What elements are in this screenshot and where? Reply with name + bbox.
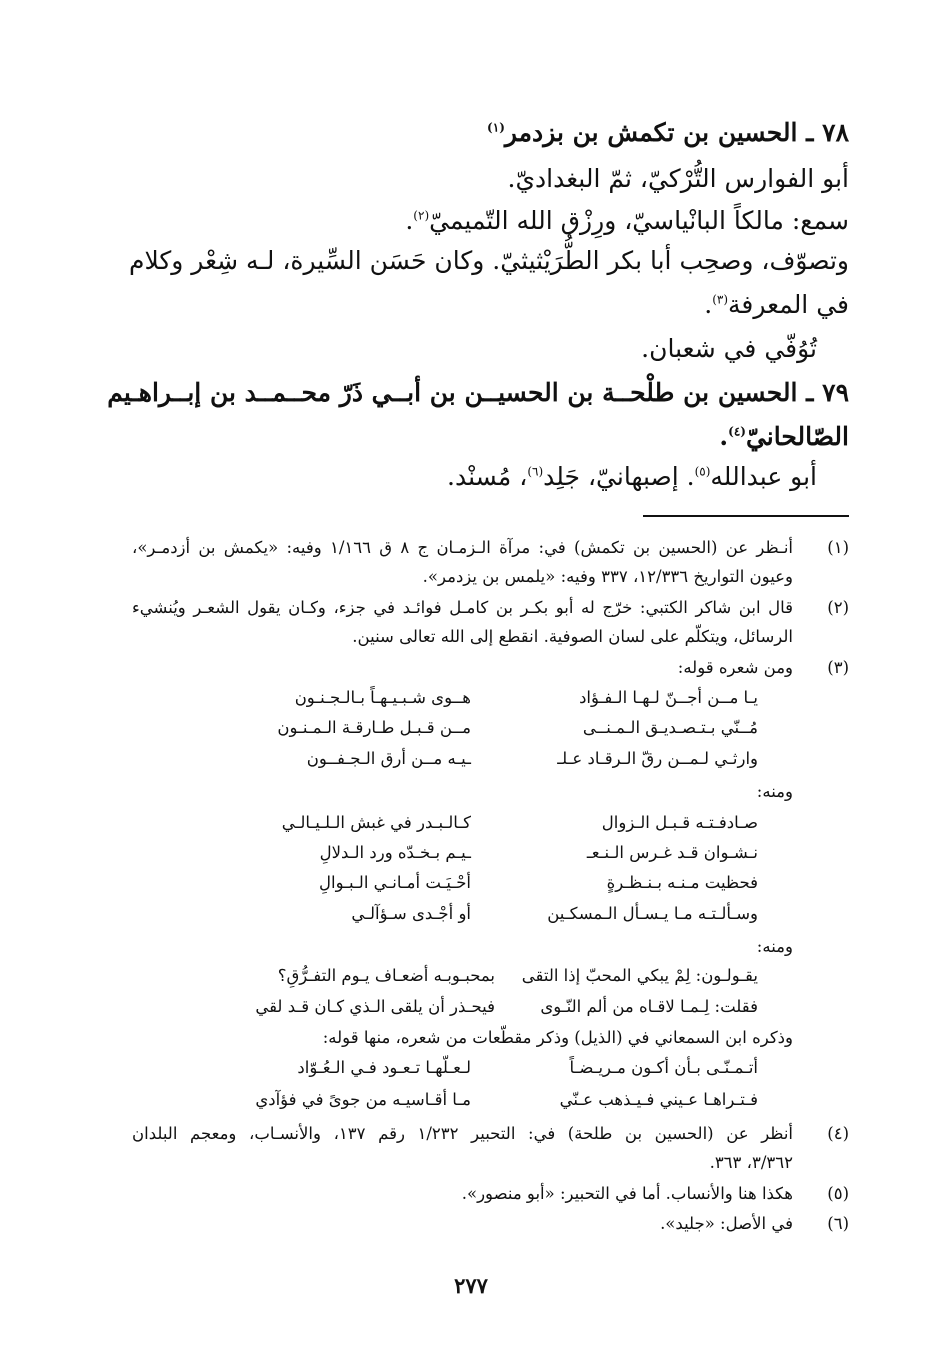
poem-2-verse-2-right: نـشـوان قـد غـرس الـنـعـ (586, 843, 758, 862)
poem-2-verse-3-left: أحْـيَـت أمـانـي الـبـوالِ (319, 873, 471, 892)
footnote-1-number: (١) (827, 538, 849, 557)
poem-3-verse-1-right: يقـولـون: لِمْ يبكي المحبّ إذا التقى (521, 966, 758, 985)
footnote-5-text: هكذا هنا والأنساب. أما في التحبير: «أبو منصور». (461, 1184, 793, 1203)
footnote-5-number: (٥) (827, 1184, 849, 1203)
footnote-2-line-2: الرسائل، ويتكلّم على لسان الصوفية. انقطع إلى الله تعالى سنين. (352, 627, 793, 646)
poem-2-intro: ومنه: (756, 782, 793, 801)
poem-4-verse-2-left: مـا أقـاسيـه من جوىً في فؤآدي (255, 1090, 471, 1109)
footnote-4-number: (٤) (827, 1124, 849, 1143)
poem-2-verse-2-left: ـيـم بـخـدّه ورد الـدلالِ (319, 843, 471, 862)
entry-79-line-1-end: ، مُسنْد. (447, 462, 528, 491)
poem-2-verse-1-left: كـالـبـدر في غبش الـلـيـالـي (281, 813, 471, 832)
entry-78-title: ٧٨ ـ الحسين بن تكمش بن بزدمر (504, 118, 849, 147)
page-number: ٢٧٧ (454, 1273, 488, 1298)
footnote-3-number: (٣) (827, 658, 849, 677)
poem-2-verse-1-right: صـادفـتـه قـبـل الـزوال (601, 813, 758, 832)
entry-79-line-1 (447, 462, 817, 491)
entry-79-kunya: أبو عبدالله (710, 462, 817, 491)
poem-1-verse-1-right: يـا مــن أجــنّ لـهـا الـفـؤاد (579, 688, 758, 707)
poem-4-verse-1-right: أتـمـنّـى بـأن أكـون مـريـضـاً (569, 1058, 758, 1077)
footnote-ref-3[interactable]: (٣) (712, 292, 729, 307)
entry-78-line-2 (405, 206, 849, 235)
footnote-4-line-2: ٣/٣٦٢، ٣٦٣. (709, 1153, 793, 1172)
poem-2-verse-3-right: فحظيت مـنـه بـنـظـرةٍ (606, 873, 758, 892)
poem-1-verse-2-left: مــن قـبـل طـارقـة الـمـنـون (277, 718, 471, 737)
footnote-4-line-1: أنظر عن (الحسين بن طلحة) في: التحبير ١/٢٣٢ رقم ١٣٧، والأنسـاب، ومعجم البلدان (132, 1124, 794, 1143)
entry-79-nisba: . إصبهانيّ، جَلِد (543, 462, 695, 491)
entry-79-title-end: الصّالحانيّ (745, 422, 849, 451)
poem-1-verse-3-right: وارثـي لـمــن رقّ الـرقـاد عـلـ (557, 749, 758, 768)
entry-79-heading-2-end: . (719, 422, 729, 451)
footnote-1-line-2: وعيون التواريخ ١٢/٣٣٦، ٣٣٧ وفيه: «يلمس بن يزدمر». (422, 567, 793, 586)
poem-4-verse-2-right: فـتـراهـا عـيني فـيـذهب عـنّي (559, 1090, 758, 1109)
poem-3-verse-1-left: بمحبـوبـه أضعـاف يـوم التفـرُّقِ؟ (277, 966, 495, 985)
entry-78-line-2-end: . (405, 206, 414, 235)
footnote-ref-5[interactable]: (٥) (694, 464, 711, 479)
samani-intro: وذكره ابن السمعاني في (الذيل) وذكر مقطّعات من شعره، منها قوله: (322, 1028, 793, 1047)
entry-78-heading (487, 118, 849, 147)
footnote-6-number: (٦) (827, 1214, 849, 1233)
entry-79-heading-1: ٧٩ ـ الحسين بن طلْحــة بن الحسيــن بن أبــي ذَرّ محــمــد بن إبــراهـيم (107, 378, 849, 407)
entry-78-line-5: تُوُفّي في شعبان. (641, 334, 817, 363)
footnote-1-line-1: أنـظر عن (الحسين بن تكمش) في: مرآة الـزمـان ج ٨ ق ١/١٦٦ وفيه: «يكمش بن أزدمـر»، (132, 538, 793, 557)
entry-78-line-2-text: سمع: مالكاً البانْياسيّ، ورِزْق الله التّميميّ (429, 206, 849, 235)
entry-78-line-4-end: . (704, 290, 713, 319)
poem-4-verse-1-left: لـعـلّهـا تـعـود فـي الـعُـوّاد (297, 1058, 471, 1077)
footnote-2-number: (٢) (827, 598, 849, 617)
poem-3-verse-2-right: فقلت: لِـمـا لاقـاه من ألم النّـوى (540, 997, 758, 1016)
footnote-divider (643, 515, 849, 517)
poem-2-verse-4-right: وسـألـتـه مـا يـسـأل الـمسكـين (547, 904, 758, 923)
footnote-ref-6[interactable]: (٦) (527, 464, 544, 479)
entry-78-line-4-text: في المعرفة (728, 290, 849, 319)
poem-1-verse-2-right: مُــنّي بـتـصـديـق الـمـنــى (582, 718, 758, 737)
footnote-2-line-1: قال ابن شاكر الكتبي: خرّج له أبو بكـر بن كامـل فوائـد في جزء، وكـان يقول الشعـر ويُنشيء (132, 598, 793, 617)
poem-3-intro: ومنه: (756, 937, 793, 956)
footnote-ref-4[interactable]: (٤) (728, 424, 746, 439)
poem-1-verse-1-left: هــوى شـبـيـهـاً بـالـجـنـون (294, 688, 471, 707)
poem-1-verse-3-left: ـيـه مــن أرق الـجـفــون (306, 749, 471, 768)
entry-78-line-4 (704, 290, 849, 319)
footnote-6-text: في الأصل: «جليد». (660, 1214, 793, 1233)
poem-3-verse-2-left: فيحـذر أن يلقى الـذي كـان قـد لقي (255, 997, 495, 1016)
footnote-ref-1[interactable]: (١) (487, 120, 505, 135)
footnote-3-intro: ومن شعره قوله: (677, 658, 793, 677)
entry-78-line-3: وتصوّف، وصحِب أبا بكر الطُّرَيْثيثيّ. وكان حَسَن السِّيرة، لـه شِعْر وكلام (128, 246, 849, 275)
footnote-ref-2[interactable]: (٢) (413, 208, 430, 223)
entry-79-heading-2 (719, 422, 849, 451)
entry-78-line-1: أبو الفوارس التُّرْكيّ، ثمّ البغداديّ. (507, 164, 849, 193)
poem-2-verse-4-left: أو أجْـدى سـؤآلـي (351, 904, 471, 923)
